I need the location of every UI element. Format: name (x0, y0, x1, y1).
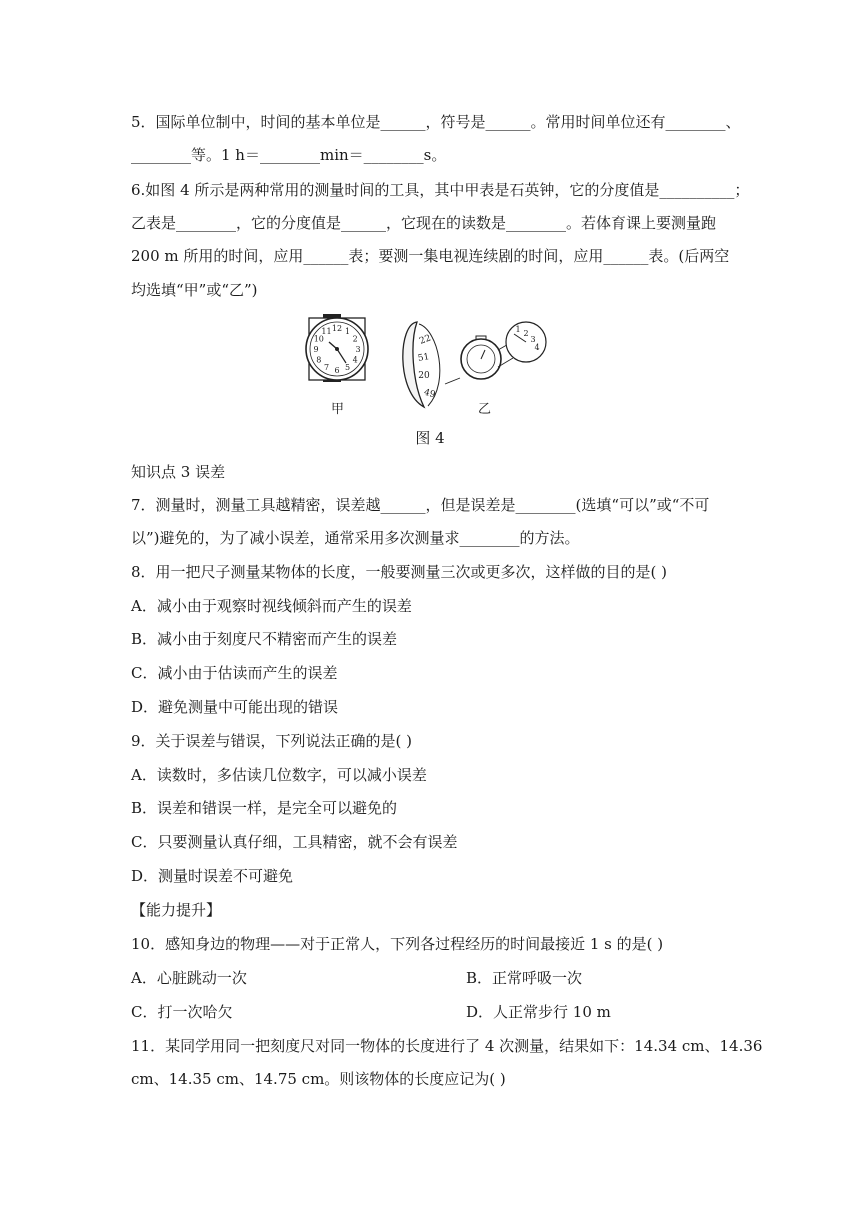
q8-option-d: D．避免测量中可能出现的错误 (131, 698, 339, 716)
stopwatch-scale-label: 51 (417, 352, 431, 364)
q8-option-b: B．减小由于刻度尺不精密而产生的误差 (131, 630, 398, 648)
label-yi: 乙 (478, 402, 492, 417)
ability-heading: 【能力提升】 (131, 901, 222, 919)
q6-line-4: 均选填“甲”或“乙”) (131, 281, 258, 299)
q9-stem: 9．关于误差与错误，下列说法正确的是( ) (131, 732, 413, 750)
q5-line-1: 5．国际单位制中，时间的基本单位是______，符号是______。常用时间单位还有________、 (131, 113, 741, 131)
figure-caption: 图 4 (415, 429, 445, 447)
label-jia: 甲 (331, 402, 345, 417)
stopwatch-scale-label: 20 (418, 371, 430, 381)
magnifier-scale-label: 3 (530, 335, 536, 344)
q10-option-c: C．打一次哈欠 (131, 1003, 233, 1021)
q6-line-3: 200 m 所用的时间，应用______表；要测一集电视连续剧的时间，应用______表。(后两空 (131, 247, 730, 265)
clock-numeral: 2 (352, 334, 358, 344)
clock-numeral: 8 (316, 355, 322, 365)
q8-stem: 8．用一把尺子测量某物体的长度，一般要测量三次或更多次，这样做的目的是( ) (131, 563, 668, 581)
q7-line-1: 7．测量时，测量工具越精密，误差越______，但是误差是________(选填“可以”或“不可 (131, 496, 710, 514)
clock-numeral: 5 (344, 363, 351, 373)
clock-numeral: 7 (323, 363, 330, 373)
magnifier-scale-label: 4 (534, 343, 540, 352)
clock-numeral: 10 (313, 334, 324, 344)
clock-numeral: 1 (344, 326, 351, 336)
magnifier-scale-label: 2 (523, 329, 529, 338)
q5-line-2: ________等。1 h＝________min＝________s。 (131, 146, 447, 164)
clock-numeral: 12 (331, 324, 343, 333)
q11-line-1: 11．某同学用同一把刻度尺对同一物体的长度进行了 4 次测量，结果如下：14.34 cm、14.36 (131, 1037, 763, 1055)
section-heading: 知识点 3 误差 (131, 463, 226, 481)
q8-option-a: A．减小由于观察时视线倾斜而产生的误差 (131, 597, 412, 615)
q10-option-a: A．心脏跳动一次 (131, 969, 247, 987)
clock-numeral: 3 (355, 345, 361, 354)
q9-option-b: B．误差和错误一样，是完全可以避免的 (131, 799, 398, 817)
magnifier-scale-label: 1 (515, 325, 521, 334)
q9-option-c: C．只要测量认真仔细，工具精密，就不会有误差 (131, 833, 458, 851)
q8-option-c: C．减小由于估读而产生的误差 (131, 664, 338, 682)
q7-line-2: 以”)避免的，为了减小误差，通常采用多次测量求________的方法。 (131, 529, 580, 547)
q11-line-2: cm、14.35 cm、14.75 cm。则该物体的长度应记为( ) (131, 1070, 506, 1088)
clock-numeral: 9 (313, 345, 319, 354)
q10-option-d: D．人正常步行 10 m (466, 1003, 611, 1021)
q10-option-b: B．正常呼吸一次 (466, 969, 583, 987)
stopwatch-scale-label: 49 (422, 387, 437, 401)
clock-numeral: 4 (352, 355, 358, 365)
q6-line-2: 乙表是________，它的分度值是______，它现在的读数是________。若体育课上要测量跑 (131, 214, 717, 232)
stopwatch-scale-label: 22 (418, 333, 433, 347)
q6-line-1: 6.如图 4 所示是两种常用的测量时间的工具，其中甲表是石英钟，它的分度值是__________； (131, 181, 750, 199)
figure-4 (300, 312, 560, 422)
q9-option-a: A．读数时，多估读几位数字，可以减小误差 (131, 766, 427, 784)
clock-numeral: 6 (334, 366, 340, 375)
q10-stem: 10．感知身边的物理——对于正常人，下列各过程经历的时间最接近 1 s 的是( ) (131, 935, 664, 953)
q9-option-d: D．测量时误差不可避免 (131, 867, 294, 885)
clock-numeral: 11 (321, 326, 332, 336)
